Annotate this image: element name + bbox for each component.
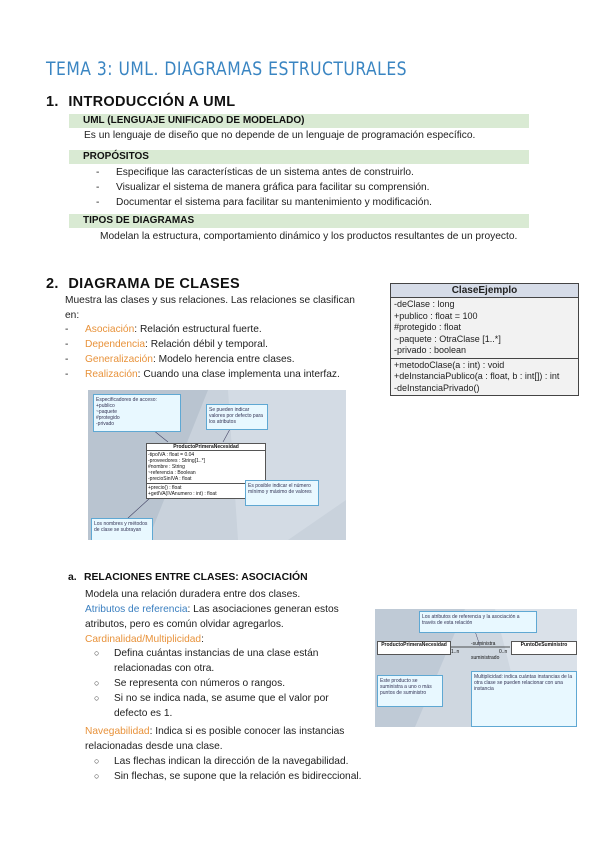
association-diagram-image [375,609,577,727]
uml-text: Es un lenguaje de diseño que no depende de un lenguaje de programación específico. [84,130,476,141]
relation-desc: : Relación estructural fuerte. [134,324,262,335]
nav-item-text: Las flechas indican la dirección de la navegabilidad. [114,756,349,767]
list-item: ○ Las flechas indican la dirección de la navegabilidad. [94,756,349,767]
relations-list [65,322,340,382]
class-attribute: ~paquete : OtraClase [1..*] [394,333,501,344]
class-method: +metodoClase(a : int) : void [394,359,505,370]
diagram-method: +precio() : float [148,485,182,491]
note-line: ~paquete [96,409,117,415]
card-term: Cardinalidad/Multiplicidad [85,634,202,645]
section-1-title: INTRODUCCIÓN A UML [68,94,236,110]
class-name: ClaseEjemplo [391,284,578,298]
page-title: TEMA 3: UML. DIAGRAMAS ESTRUCTURALES [46,58,408,80]
list-item: - Visualizar el sistema de manera gráfica para facilitar su comprensión. [96,182,430,193]
propositos-item-text: Documentar el sistema para facilitar su mantenimiento y modificación. [116,197,432,208]
diagram-attribute: ~referencia : Boolean [148,470,196,476]
note-visibility [93,394,181,432]
tipos-band: TIPOS DE DIAGRAMAS [69,214,529,228]
propositos-item-text: Especifique las características de un sistema antes de construirlo. [116,167,414,178]
propositos-item-text: Visualizar el sistema de manera gráfica para facilitar su comprensión. [116,182,430,193]
mult-left: 1..n [451,649,460,655]
relation-term: Generalización [85,354,153,365]
section-a-intro: Modela una relación duradera entre dos clases. [85,589,301,600]
class-attributes [391,298,578,359]
relation-desc: : Cuando una clase implementa una interfaz. [137,369,340,380]
list-item: ○ Se representa con números o rangos. [94,678,286,689]
navigability-list [94,754,362,784]
class-method: +deInstanciaPublico(a : float, b : int[]) : int [394,371,560,381]
mult-right: 0..n [499,649,508,655]
list-item: - Generalización: Modelo herencia entre clases. [65,354,295,365]
note-methods: Los nombres y métodos de clase se subrayan [91,518,153,540]
class-method: -deInstanciaPrivado() [394,382,480,393]
reference-attributes [85,602,355,632]
card-item-text: Se representa con números o rangos. [114,678,286,689]
card-item-text: Defina cuántas instancias de una clase están relacionadas con otra. [114,648,319,674]
diagram-attribute: -proveedores : String[1..*] [148,458,205,464]
mult-mid: suministrado [471,655,500,661]
section-2-intro: Muestra las clases y sus relaciones. Las relaciones se clasifican en: [65,295,355,321]
nav-text: : Indica si es posible conocer las instancias relacionadas desde una clase. [85,726,345,752]
class-attribute: #protegido : float [394,322,462,332]
note-defaults: Se pueden indicar valores por defecto para los atributos [206,404,268,430]
note-line: Especificadores de acceso: [96,397,157,403]
section-1-heading [46,94,235,110]
navigability [85,724,355,754]
relation-term: Asociación [85,324,135,335]
diagram-attribute: #nombre : String [148,464,185,470]
relation-desc: : Relación débil y temporal. [145,339,268,350]
list-item: - Documentar el sistema para facilitar su mantenimiento y modificación. [96,197,432,208]
ref-text: : Las asociaciones generan estos atributos, pero es común olvidar agregarlos. [85,604,339,630]
list-item: ○ Si no se indica nada, se asume que el valor por defecto es 1. [94,693,329,719]
list-item: ○ Sin flechas, se supone que la relación es bidireccional. [94,771,362,782]
section-a-label: a. [68,572,77,583]
cardinality-list [94,646,360,721]
assoc-label: -suministra [471,641,496,647]
list-item: - Realización: Cuando una clase implementa una interfaz. [65,369,340,380]
section-2-number: 2. [46,276,59,292]
relation-term: Dependencia [85,339,146,350]
uml-class-box [390,283,579,396]
diagram-attribute: -precioSinIVA : float [148,476,192,482]
relation-term: Realización [85,369,138,380]
propositos-list [96,165,432,210]
note-line: #protegido [96,415,120,421]
note-right: Multiplicidad: indica cuántas instancias de la otra clase se pueden relacionar con una instancia [471,671,577,727]
list-item: - Especifique las características de un sistema antes de construirlo. [96,167,414,178]
list-item: - Dependencia: Relación débil y temporal. [65,339,268,350]
section-2-heading [46,276,240,292]
class-attribute: -deClase : long [394,299,455,309]
tipos-text: Modelan la estructura, comportamiento dinámico y los productos resultantes de un proyecto. [100,231,518,242]
note-left: Este producto se suministra a uno o más puntos de suministro [377,675,443,707]
nav-item-text: Sin flechas, se supone que la relación es bidireccional. [114,771,362,782]
note-line: -privado [96,421,115,427]
class-methods [391,359,578,396]
section-2-title: DIAGRAMA DE CLASES [68,276,240,292]
class-attribute: -privado : boolean [394,345,467,355]
diagram-method: +getIVA(IVAnumero : int) : float [148,491,217,497]
diagram-class-name: ProductoPrimeraNecesidad [147,444,265,451]
nav-term: Navegabilidad [85,726,150,737]
relation-desc: : Modelo herencia entre clases. [152,354,295,365]
list-item: ○ Defina cuántas instancias de una clase están relacionadas con otra. [94,648,319,674]
note-top: Los atributos de referencia y la asociación a través de esta relación [419,611,537,633]
section-a-title: RELACIONES ENTRE CLASES: ASOCIACIÓN [84,572,308,583]
note-line: +publico [96,403,115,409]
card-colon: : [201,634,204,645]
card-item-text: Si no se indica nada, se asume que el valor por defecto es 1. [114,693,329,719]
propositos-band: PROPÓSITOS [69,150,529,164]
section-1-number: 1. [46,94,59,110]
right-class-box: PuntoDeSuministro [511,641,577,655]
class-attribute: +publico : float = 100 [394,310,478,321]
section-a-heading [68,572,308,583]
cardinality-heading [85,632,204,647]
class-diagram-image [88,390,346,540]
ref-term: Atributos de referencia [85,604,188,615]
left-class-box: ProductoPrimeraNecesidad [377,641,451,655]
list-item: - Asociación: Relación estructural fuerte. [65,324,262,335]
uml-band: UML (LENGUAJE UNIFICADO DE MODELADO) [69,114,529,128]
diagram-attribute: -tipoIVA : float = 0.04 [148,452,195,458]
note-multiplicity: Es posible indicar el número mínimo y máximo de valores [245,480,319,506]
